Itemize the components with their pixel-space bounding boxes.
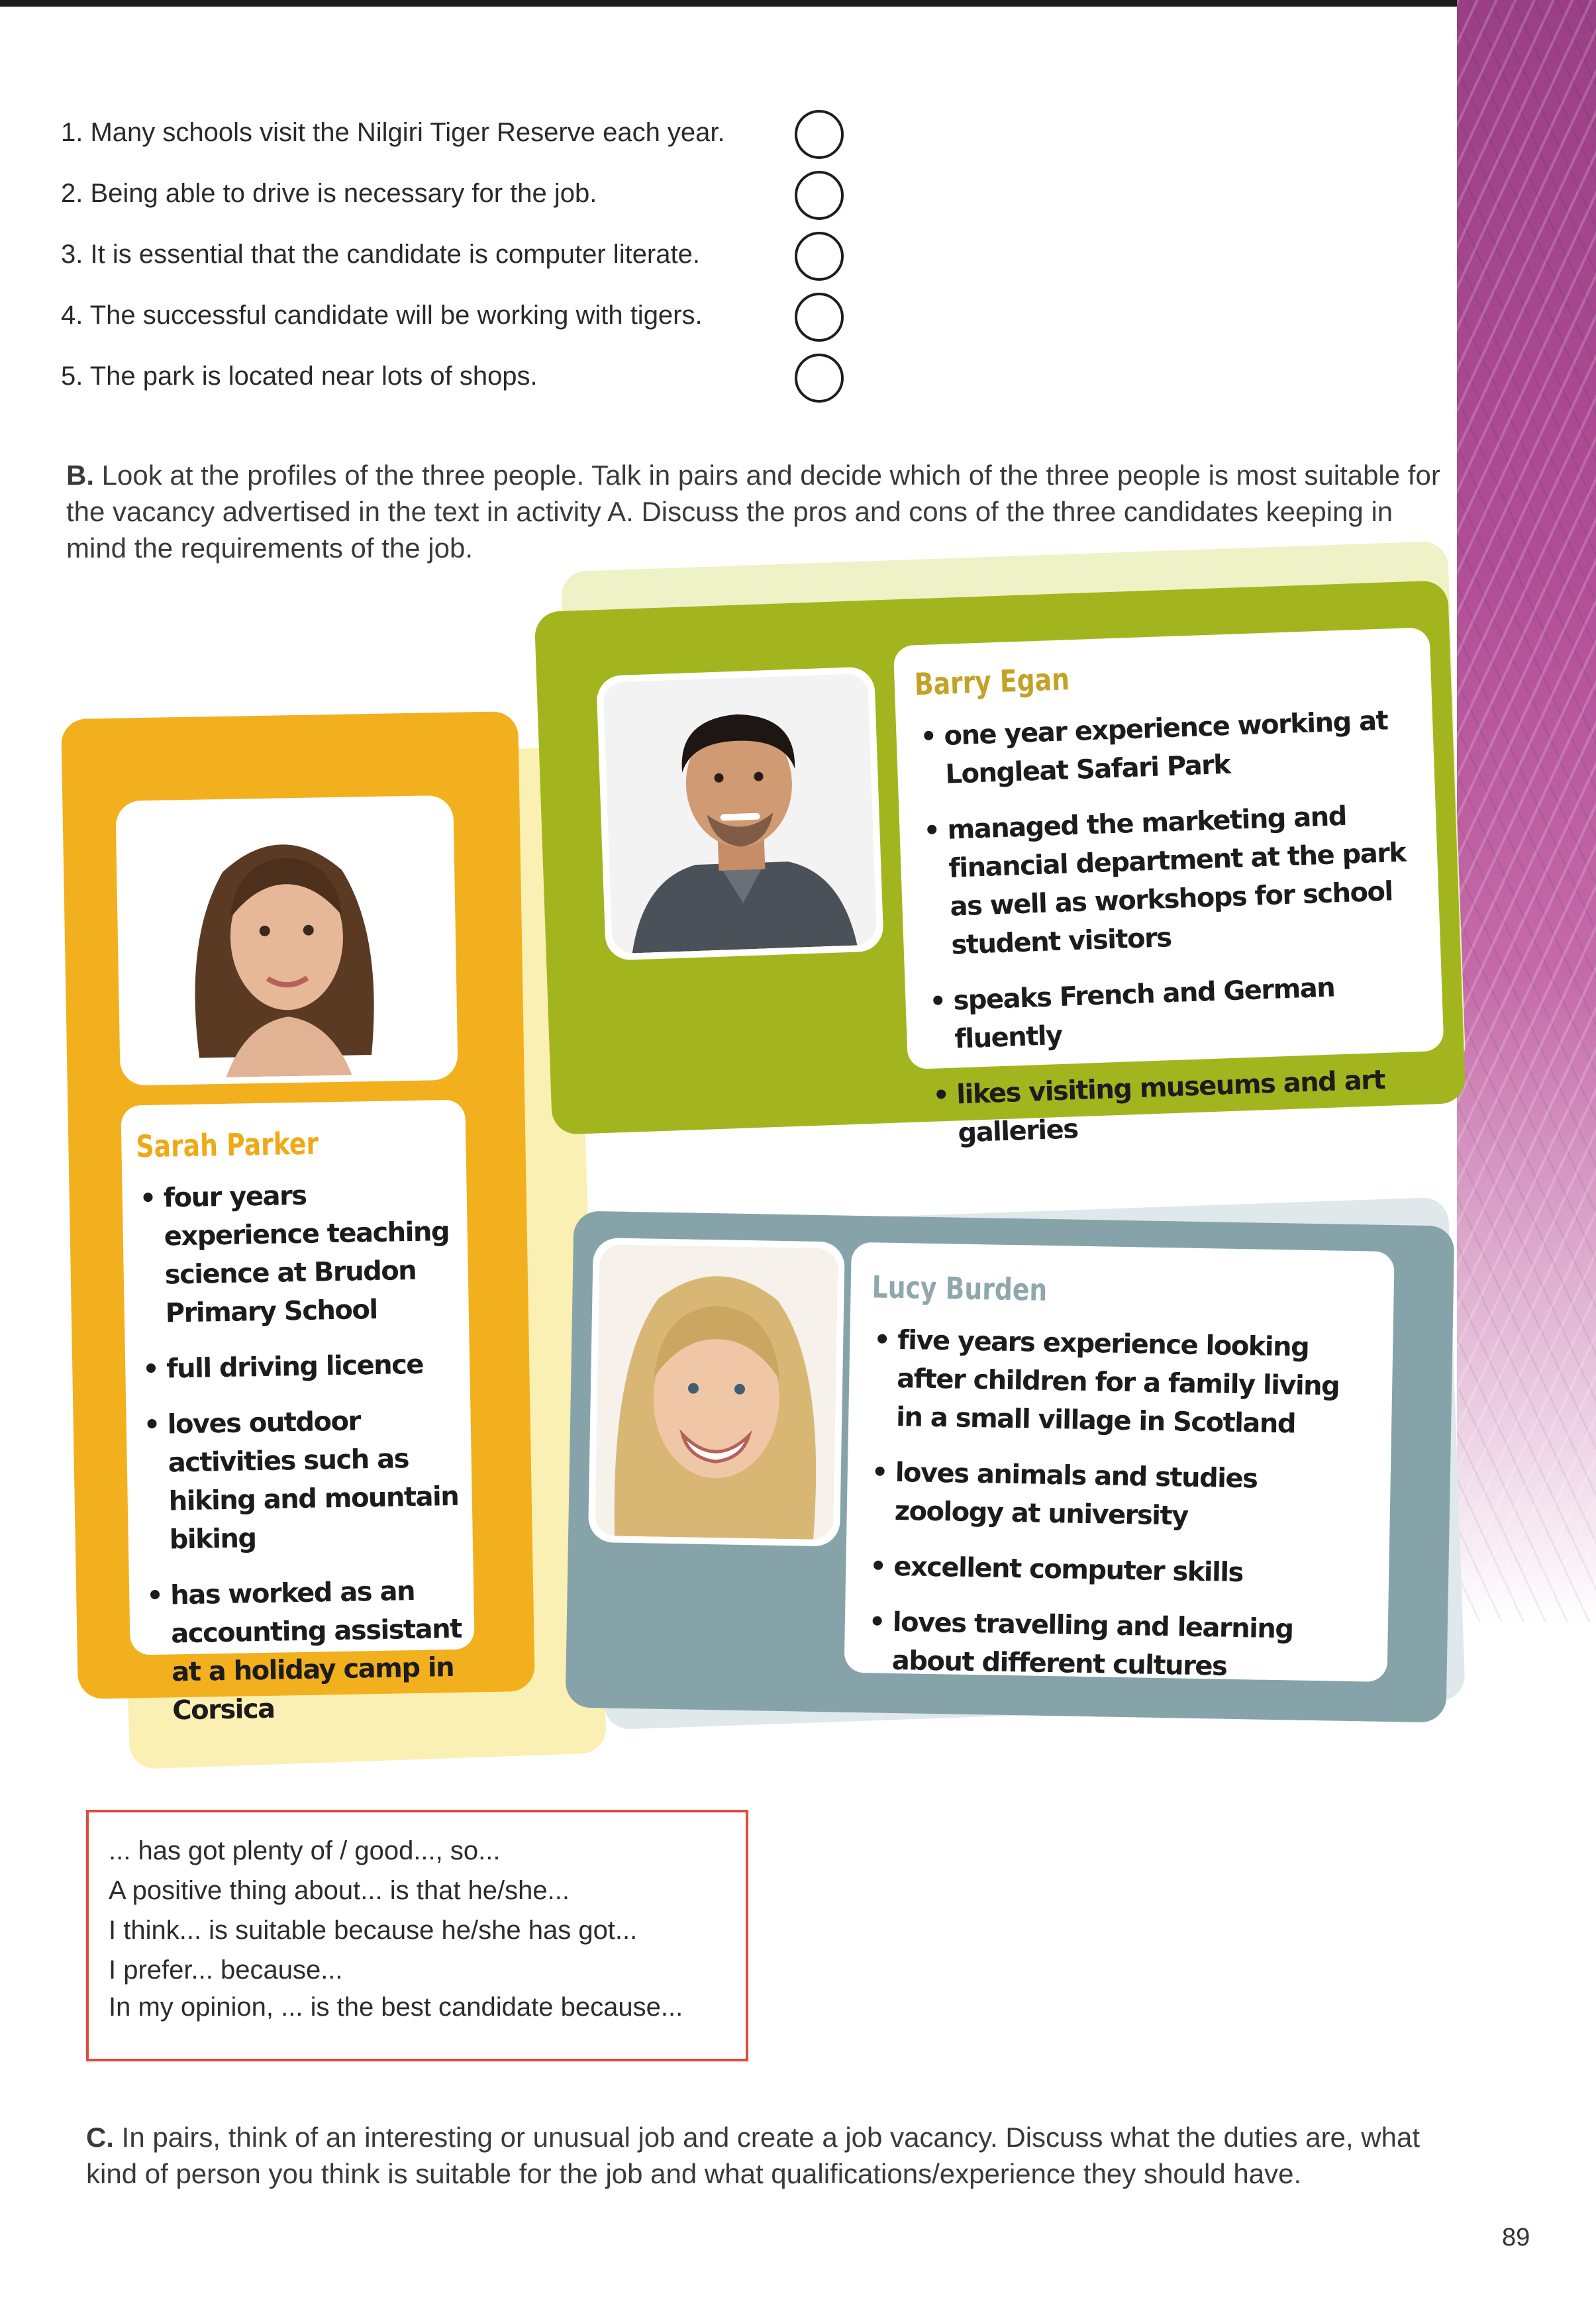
statement-number: 3. (61, 240, 83, 269)
smiling-woman-portrait-icon (595, 1244, 838, 1540)
decorative-side-strip (1457, 0, 1596, 1622)
profile-detail-item: • four years experience teaching science at Brudon Primary School (138, 1174, 458, 1333)
statement-number: 2. (61, 179, 83, 208)
profile-photo-barry (596, 666, 884, 960)
statement-2 (61, 167, 869, 228)
profile-panel-barry (893, 627, 1444, 1149)
statement-text: The successful candidate will be working with tigers. (89, 301, 703, 330)
profile-detail-item: • one year experience working at Longleat Safari Park (919, 701, 1411, 795)
statement-number: 5. (61, 362, 83, 391)
profile-photo-sarah (115, 795, 458, 1086)
profile-detail-item: • speaks French and German fluently (928, 965, 1421, 1060)
statement-text: The park is located near lots of shops. (89, 362, 538, 391)
profile-detail-item: • has worked as an accounting assistant at a holiday camp in Corsica (145, 1571, 466, 1730)
statement-text: Being able to drive is necessary for the job. (90, 179, 597, 208)
profile-name: Lucy Burden (872, 1269, 1048, 1308)
statement-text: Many schools visit the Nilgiri Tiger Reserve each year. (90, 118, 725, 147)
man-portrait-icon (603, 673, 877, 954)
answer-circle[interactable] (795, 293, 844, 342)
profile-details (138, 1174, 466, 1748)
profile-detail-item: • full driving licence (141, 1345, 460, 1389)
activity-text: In pairs, think of an interesting or unusual job and create a job vacancy. Discuss what the duties are, what kind of person you think is suitable for the job and what qualifications/experience they should have. (86, 2122, 1420, 2189)
statement-5 (61, 350, 869, 411)
page-number: 89 (1502, 2224, 1530, 2251)
profile-detail-item: • five years experience looking after children for a family living in a small village in Scotland (871, 1320, 1363, 1444)
statement-3 (61, 228, 869, 289)
profile-detail-item: • likes visiting museums and art galleries (930, 1060, 1423, 1154)
answer-circle[interactable] (795, 354, 844, 403)
profile-card-sarah (61, 711, 535, 1726)
top-rule (0, 0, 1596, 7)
profile-detail-item: • excellent computer skills (868, 1547, 1359, 1594)
profile-card-lucy (566, 1210, 1455, 1722)
answer-circle[interactable] (795, 232, 844, 281)
statement-1 (61, 106, 869, 167)
activity-c-instructions (86, 2119, 1464, 2192)
activity-text: Look at the profiles of the three people. Talk in pairs and decide which of the three people is most suitable for the vacancy advertised in the text in activity A. Discuss the pros and cons of the three candidates keeping in mind the requirements of the job. (66, 460, 1440, 564)
phrase-line: I think... is suitable because he/she has got... (109, 1916, 638, 1945)
profile-name: Barry Egan (913, 661, 1070, 703)
answer-circle[interactable] (795, 110, 844, 159)
profile-card-barry (534, 580, 1466, 1149)
profile-detail-item: • loves travelling and learning about different cultures (866, 1602, 1358, 1688)
profile-panel-lucy (844, 1242, 1395, 1682)
statement-list (61, 106, 869, 411)
profile-detail-item: • loves animals and studies zoology at university (869, 1453, 1360, 1538)
statement-number: 4. (61, 301, 83, 330)
useful-phrases-box (86, 1810, 748, 2061)
phrase-line: ... has got plenty of / good..., so... (109, 1836, 501, 1865)
activity-label: C. (86, 2122, 114, 2153)
phrase-line: I prefer... because... (109, 1955, 343, 1985)
profile-name: Sarah Parker (135, 1125, 319, 1165)
phrase-line: In my opinion, ... is the best candidate because... (109, 1993, 683, 2022)
statement-text: It is essential that the candidate is computer literate. (90, 240, 700, 269)
statement-number: 1. (61, 118, 83, 147)
profile-details (919, 701, 1424, 1170)
profile-detail-item: • managed the marketing and financial department at the park as well as workshops for school student visitors (922, 795, 1417, 965)
phrase-line: A positive thing about... is that he/she... (109, 1876, 570, 1905)
statement-4 (61, 289, 869, 350)
activity-label: B. (66, 460, 94, 491)
profile-details (866, 1320, 1363, 1705)
woman-portrait-icon (122, 802, 451, 1079)
profile-detail-item: • loves outdoor activities such as hiking and mountain biking (142, 1401, 462, 1559)
profile-panel-sarah (121, 1100, 474, 1726)
answer-circle[interactable] (795, 171, 844, 220)
profile-photo-lucy (588, 1238, 845, 1547)
